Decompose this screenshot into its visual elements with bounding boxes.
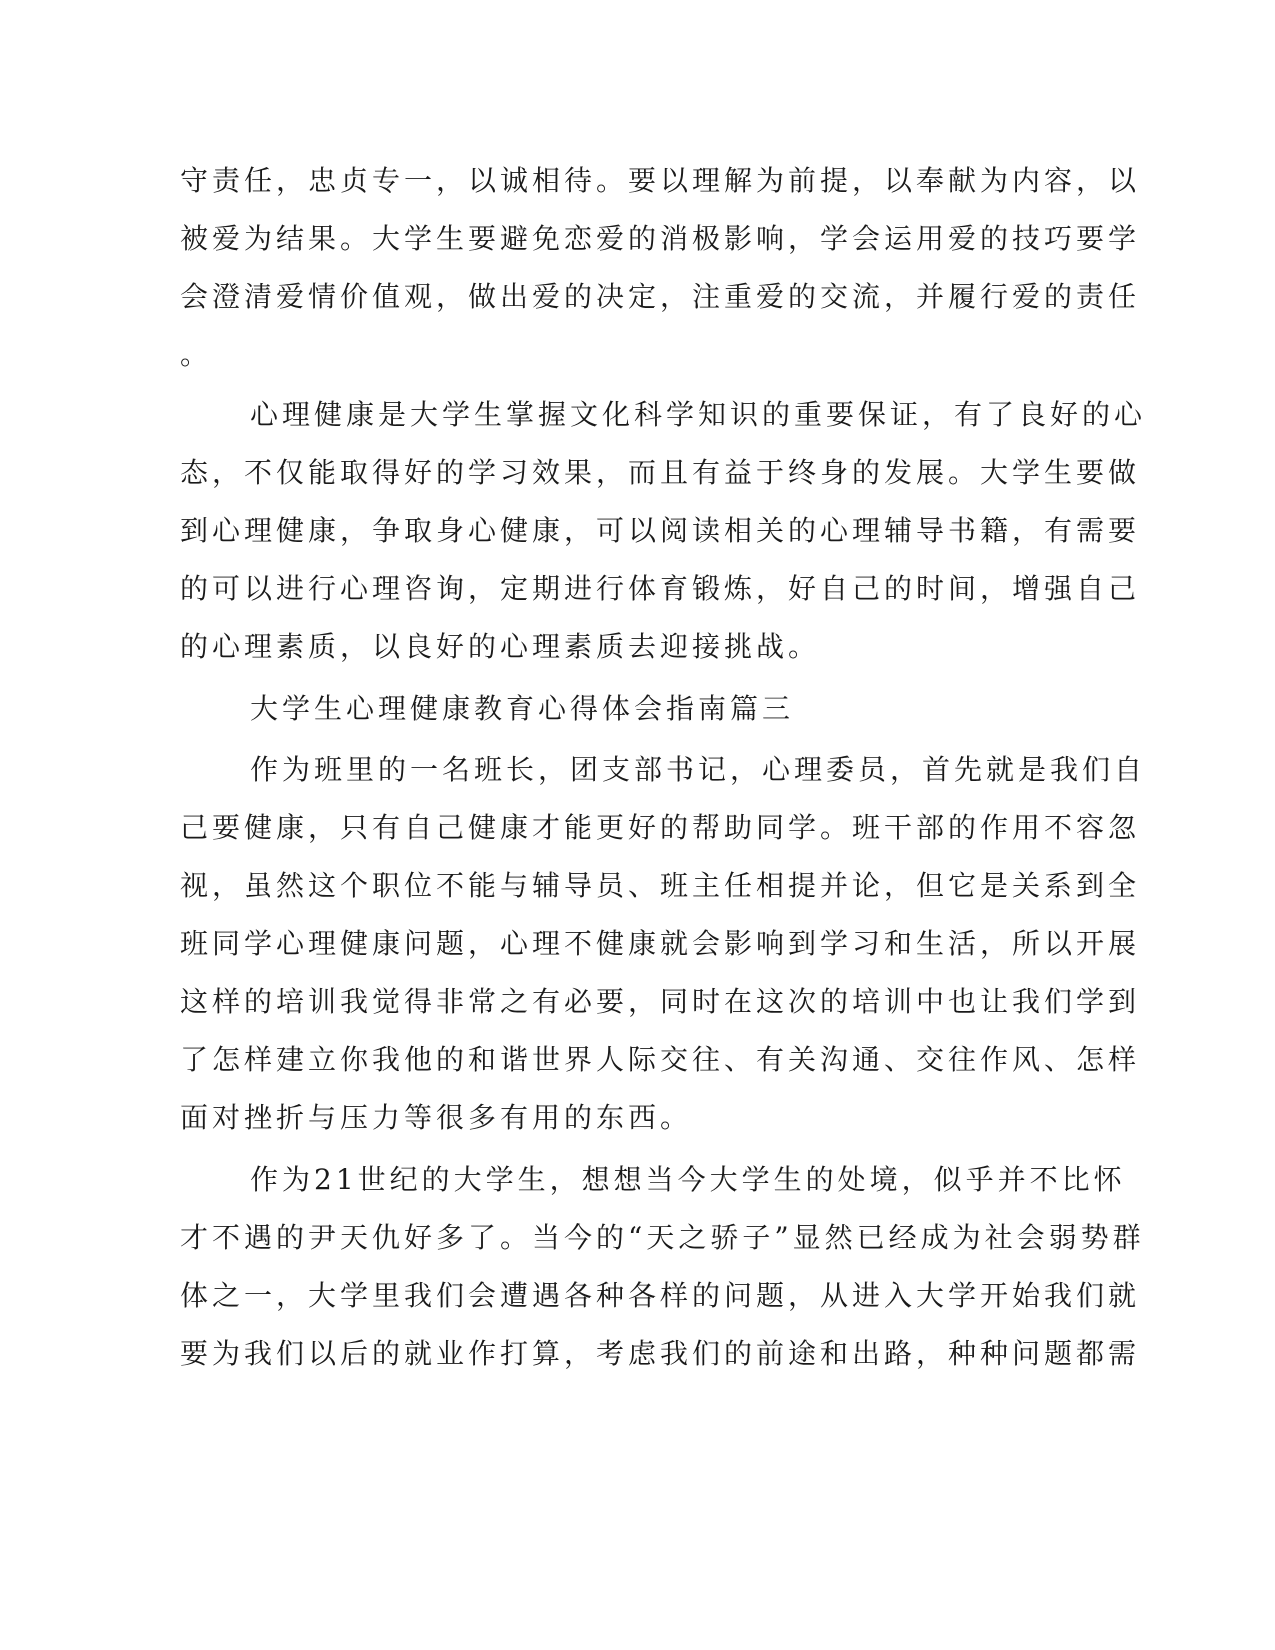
paragraph-line: 面对挫折与压力等很多有用的东西。 xyxy=(180,1101,693,1134)
section-heading: 大学生心理健康教育心得体会指南篇三 xyxy=(250,692,795,725)
paragraph-line: 态，不仅能取得好的学习效果，而且有益于终身的发展。大学生要做 xyxy=(180,456,1141,489)
paragraph-line: 被爱为结果。大学生要避免恋爱的消极影响，学会运用爱的技巧要学 xyxy=(180,222,1141,255)
paragraph-line: 作为21世纪的大学生，想想当今大学生的处境，似乎并不比怀 xyxy=(250,1163,1126,1196)
paragraph-line: 心理健康是大学生掌握文化科学知识的重要保证，有了良好的心 xyxy=(250,398,1147,431)
paragraph-line: 体之一，大学里我们会遭遇各种各样的问题，从进入大学开始我们就 xyxy=(180,1279,1141,1312)
paragraph-line: 才不遇的尹天仇好多了。当今的“天之骄子”显然已经成为社会弱势群 xyxy=(180,1221,1145,1254)
paragraph-line: 守责任，忠贞专一，以诚相待。要以理解为前提，以奉献为内容，以 xyxy=(180,164,1141,197)
paragraph-line: 己要健康，只有自己健康才能更好的帮助同学。班干部的作用不容忽 xyxy=(180,811,1141,844)
paragraph-line: 会澄清爱情价值观，做出爱的决定，注重爱的交流，并履行爱的责任 xyxy=(180,280,1141,313)
paragraph-line: 视，虽然这个职位不能与辅导员、班主任相提并论，但它是关系到全 xyxy=(180,869,1141,902)
paragraph-line: 的可以进行心理咨询，定期进行体育锻炼，好自己的时间，增强自己 xyxy=(180,572,1141,605)
paragraph-line: 。 xyxy=(180,338,213,371)
paragraph-line: 班同学心理健康问题，心理不健康就会影响到学习和生活，所以开展 xyxy=(180,927,1141,960)
paragraph-line: 这样的培训我觉得非常之有必要，同时在这次的培训中也让我们学到 xyxy=(180,985,1141,1018)
paragraph-line: 的心理素质，以良好的心理素质去迎接挑战。 xyxy=(180,630,821,663)
paragraph-line: 作为班里的一名班长，团支部书记，心理委员，首先就是我们自 xyxy=(250,753,1147,786)
paragraph-line: 要为我们以后的就业作打算，考虑我们的前途和出路，种种问题都需 xyxy=(180,1337,1141,1370)
paragraph-line: 了怎样建立你我他的和谐世界人际交往、有关沟通、交往作风、怎样 xyxy=(180,1043,1141,1076)
paragraph-line: 到心理健康，争取身心健康，可以阅读相关的心理辅导书籍，有需要 xyxy=(180,514,1141,547)
